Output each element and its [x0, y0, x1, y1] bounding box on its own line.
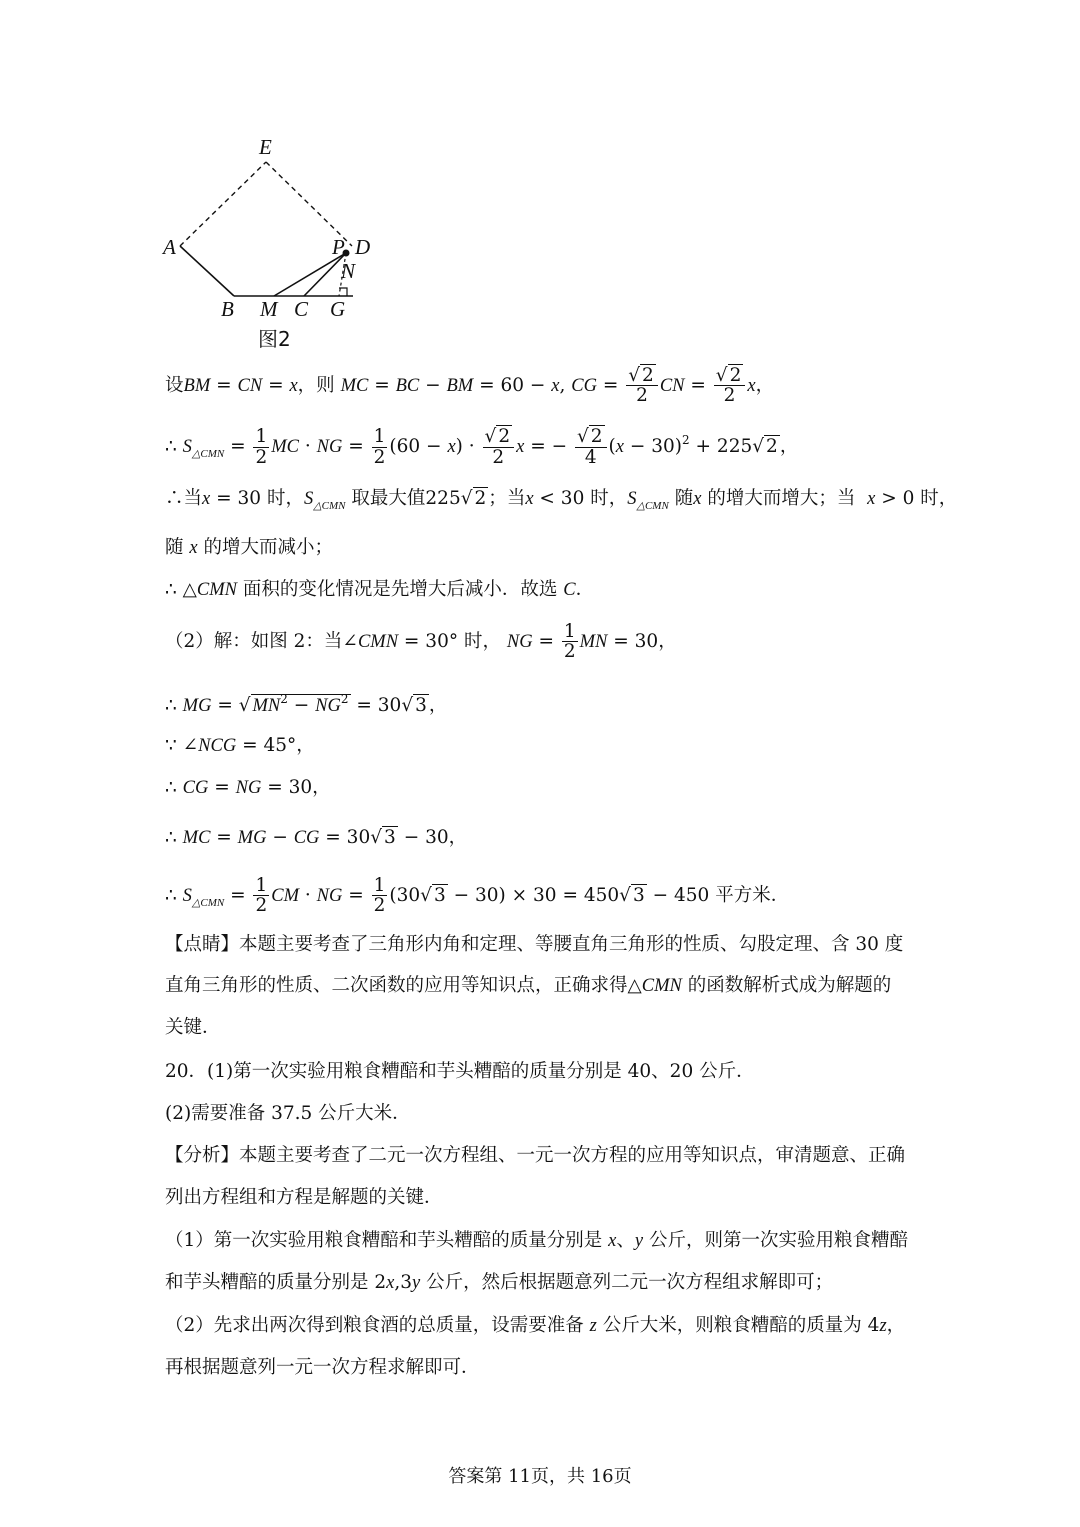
segment-ED [266, 162, 352, 246]
eq-angle-ncg: ∵ ∠NCG = 45°， [165, 735, 315, 756]
fenxi-line-1: 【分析】本题主要考查了二元一次方程组、一元一次方程的应用等知识点，审清题意、正确 [165, 1145, 906, 1166]
segment-AB [180, 246, 234, 296]
geometry-diagram [150, 128, 380, 358]
dianjing-line-1: 【点睛】本题主要考查了三角形内角和定理、等腰直角三角形的性质、勾股定理、含 30 度 [165, 934, 904, 955]
segment-AE [180, 162, 266, 246]
page-footer: 答案第 11页，共 16页 [448, 1466, 632, 1487]
q20-answer-2: (2)需要准备 37.5 公斤大米． [165, 1103, 411, 1124]
fenxi-line-2: 列出方程组和方程是解题的关键． [165, 1187, 443, 1208]
label-B: B [221, 297, 234, 321]
eq-mg: ∴ MG = √ $MN^2 - NG^2 = 30√$ 3 ， [165, 692, 448, 716]
figure-caption: 图2 [258, 327, 291, 351]
eq-part2-start: （2）解：如图 2：当∠CMN = 30° 时， NG = $\frac{1}{2}$ MN = 30， [165, 621, 677, 663]
figure-2 [150, 128, 380, 358]
label-C: C [294, 297, 309, 321]
eq-decrease: 随 x 的增大而减小； [165, 537, 334, 558]
eq-cg: ∴ CG = NG = 30， [165, 777, 331, 798]
part2-line-1: （2）先求出两次得到粮食酒的总质量，设需要准备 z 公斤大米，则粮食糟醅的质量为 4z， [165, 1315, 906, 1336]
part1-line-1: （1）第一次实验用粮食糟醅和芋头糟醅的质量分别是 x、y 公斤，则第一次实验用粮食糟醅 [165, 1230, 909, 1251]
label-A: A [163, 235, 176, 259]
eq-area-function: ∴ $S_{\triangle CMN}$ = $\frac{1}{2}$ MC · NG = $\frac{1}{2}$ (60 − x) · $\frac{√ 2}{2}$ x = − $\frac{√ 2}{4}$ $(x - 30)^2 + 225√$ 2 ， [165, 426, 799, 468]
eq-area-final: ∴ $S_{\triangle CMN}$ = $\frac{1}{2}$ CM · NG = $\frac{1}{2}$ (30√ 3 − 30) × 30 = 450√ 3 − 450 平方米． [165, 875, 790, 917]
eq-set-bm: 设BM = CN = x，则 MC = BC − BM = 60 − x, CG = $\frac{√ 2}{2}$ CN = $\frac{√ 2}{2}$ x， [165, 365, 775, 407]
eq-mc: ∴ MC = MG − CG = 30√ 3 − 30， [165, 827, 468, 848]
dianjing-line-2: 直角三角形的性质、二次函数的应用等知识点，正确求得△CMN 的函数解析式成为解题的 [165, 975, 892, 996]
q20-answer-1: 20．(1)第一次实验用粮食糟醅和芋头糟醅的质量分别是 40、20 公斤． [165, 1061, 755, 1082]
part1-line-2: 和芋头糟醅的质量分别是 2x,3y 公斤，然后根据题意列二元一次方程组求解即可； [165, 1272, 834, 1293]
label-M: M [260, 297, 278, 321]
label-G: G [330, 297, 346, 321]
eq-max-value: ∴当x = 30 时，$S_{\triangle CMN}$ 取最大值225√ 2 ；当x < 30 时，$S_{\triangle CMN}$ 随x 的增大而增大；当 x > 0 时， [165, 488, 958, 512]
label-D: D [355, 235, 371, 259]
label-P: P [332, 235, 345, 259]
eq-conclusion-c: ∴ △CMN 面积的变化情况是先增大后减小．故选 C． [165, 579, 595, 600]
part2-line-2: 再根据题意列一元一次方程求解即可． [165, 1357, 480, 1378]
label-N: N [341, 259, 356, 283]
dianjing-line-3: 关键． [165, 1017, 221, 1038]
label-E: E [259, 135, 272, 159]
